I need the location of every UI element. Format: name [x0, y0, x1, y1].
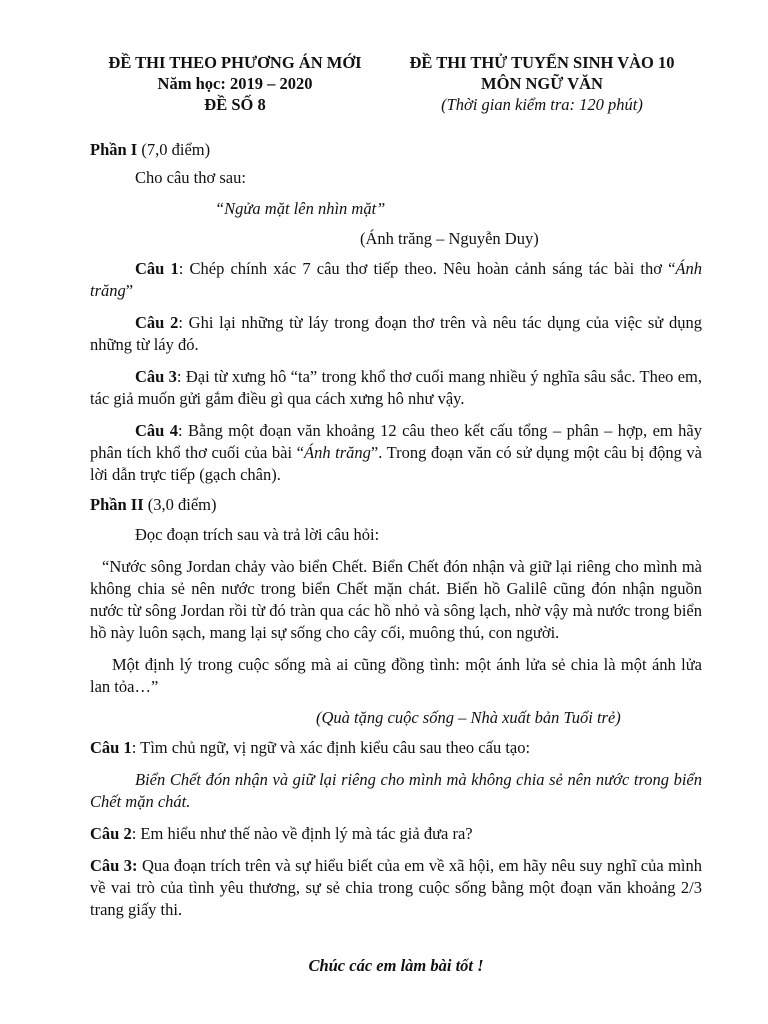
- part1-q4-italic: Ánh trăng: [303, 443, 371, 462]
- part2-q2-label: Câu 2: [90, 824, 132, 843]
- part1-q2-text: : Ghi lại những từ láy trong đoạn thơ trên và nêu tác dụng của việc sử dụng những từ láy đó.: [90, 313, 702, 354]
- part1-question-3: [90, 366, 702, 410]
- header-right: [392, 52, 692, 115]
- part2-q1-sentence: Biển Chết đón nhận và giữ lại riêng cho mình mà không chia sẻ nên nước trong biển Chết mặn chát.: [90, 770, 702, 811]
- part1-heading: [90, 139, 702, 161]
- header-right-line-3: (Thời gian kiểm tra: 120 phút): [441, 95, 643, 114]
- header-left-line-3: ĐỀ SỐ 8: [204, 95, 266, 114]
- part1-points: (7,0 điểm): [137, 140, 211, 159]
- part1-q1-label: Câu 1: [135, 259, 179, 278]
- part2-heading: [90, 494, 702, 516]
- part1-question-2: [90, 312, 702, 356]
- part2-q1-text: : Tìm chủ ngữ, vị ngữ và xác định kiểu câu sau theo cấu tạo:: [131, 738, 531, 757]
- part2-question-1: [90, 737, 702, 759]
- exam-page: [90, 52, 702, 977]
- part1-q1-italic: Ánh trăng: [90, 259, 702, 300]
- header-right-line-1: ĐỀ THI THỬ TUYỂN SINH VÀO 10: [409, 53, 675, 72]
- part2-points: (3,0 điểm): [143, 495, 217, 514]
- part1-q3-text: : Đại từ xưng hô “ta” trong khổ thơ cuối mang nhiều ý nghĩa sâu sắc. Theo em, tác giả muốn gửi gắm điều gì qua cách xưng hô như vậy.: [90, 367, 702, 408]
- part1-question-1: [90, 258, 702, 302]
- part1-quote: “Ngửa mặt lên nhìn mặt”: [215, 199, 386, 218]
- part2-q3-text: Qua đoạn trích trên và sự hiểu biết của em về xã hội, em hãy nêu suy nghĩ của mình về vai trò của tình yêu thương, sự sẻ chia trong cuộc sống bằng một đoạn văn khoảng 2/3 trang giấy thi.: [90, 856, 703, 919]
- part1-q3-label: Câu 3: [135, 367, 177, 386]
- part2-question-3: [90, 855, 702, 921]
- header-left-line-1: ĐỀ THI THEO PHƯƠNG ÁN MỚI: [108, 53, 362, 72]
- header-right-line-2: MÔN NGỮ VĂN: [481, 74, 603, 93]
- header-left-line-2: Năm học: 2019 – 2020: [157, 74, 313, 93]
- part1-q4-text: : Bằng một đoạn văn khoảng 12 câu theo kết cấu tổng – phân – hợp, em hãy phân tích khổ thơ cuối của bài “: [90, 421, 703, 462]
- part1-q2-label: Câu 2: [135, 313, 179, 332]
- part2-question-2: [90, 823, 702, 845]
- closing-message: Chúc các em làm bài tốt !: [308, 956, 484, 975]
- part1-question-4: [90, 420, 702, 486]
- part2-excerpt-paragraph-2: Một định lý trong cuộc sống mà ai cũng đồng tình: một ánh lửa sẻ chia là một ánh lửa lan tỏa…”: [90, 655, 702, 696]
- part2-source: (Quà tặng cuộc sống – Nhà xuất bản Tuổi trẻ): [316, 708, 621, 727]
- part2-q1-label: Câu 1: [90, 738, 132, 757]
- part1-q1-text: : Chép chính xác 7 câu thơ tiếp theo. Nêu hoàn cảnh sáng tác bài thơ “: [178, 259, 676, 278]
- part1-q4-end: ”. Trong đoạn văn có sử dụng một câu bị động và lời dẫn trực tiếp (gạch chân).: [90, 443, 702, 484]
- part1-q4-label: Câu 4: [135, 421, 179, 440]
- part1-intro: Cho câu thơ sau:: [135, 168, 246, 187]
- part2-title: Phần II: [90, 495, 144, 514]
- exam-header: [100, 52, 692, 115]
- part1-q1-end: ”: [125, 281, 134, 300]
- part1-title: Phần I: [90, 140, 138, 159]
- part2-q3-label: Câu 3:: [90, 856, 138, 875]
- header-left: [100, 52, 370, 115]
- part2-q2-text: : Em hiểu như thế nào về định lý mà tác giả đưa ra?: [131, 824, 473, 843]
- part2-excerpt-paragraph-1: “Nước sông Jordan chảy vào biển Chết. Biển Chết đón nhận và giữ lại riêng cho mình mà không chia sẻ nên nước trong biển Chết mặn chát. Biển hồ Galilê cũng đón nhận nguồn nước từ sông Jordan rồi từ đó tràn qua các hồ nhỏ và sông lạch, nhờ vậy mà nước trong biển hồ này luôn sạch, mang lại sự sống cho cây cối, muông thú, con người.: [90, 557, 702, 642]
- part1-source: (Ánh trăng – Nguyễn Duy): [360, 229, 539, 248]
- part2-intro: Đọc đoạn trích sau và trả lời câu hỏi:: [135, 525, 380, 544]
